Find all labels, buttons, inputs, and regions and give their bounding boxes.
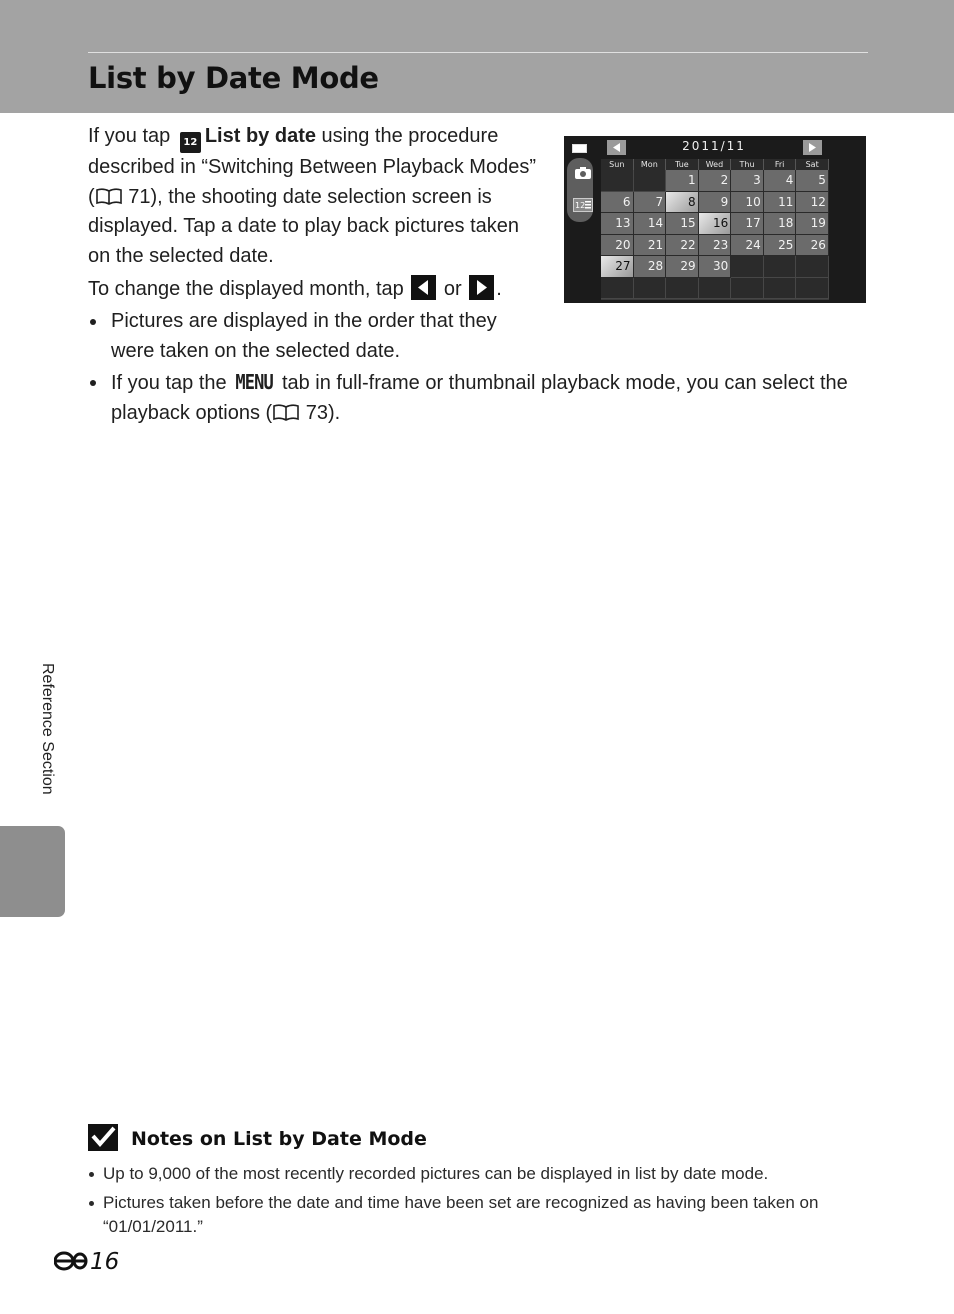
calendar-day-1[interactable]: 1 [666, 170, 699, 192]
intro-bold-term: List by date [204, 125, 316, 147]
list-item [88, 368, 878, 428]
calendar-empty-cell [764, 256, 797, 278]
calendar-day-4[interactable]: 4 [764, 170, 797, 192]
month-change-line [88, 275, 548, 305]
calendar-day-21[interactable]: 21 [634, 235, 667, 257]
calendar-empty-cell [601, 170, 634, 192]
calendar-day-9[interactable]: 9 [699, 192, 732, 214]
calendar-weekday-tue: Tue [666, 159, 699, 170]
check-mark-icon [88, 1124, 118, 1151]
calendar-day-22[interactable]: 22 [666, 235, 699, 257]
month-line-or: or [443, 278, 462, 300]
calendar-day-26[interactable]: 26 [796, 235, 829, 257]
reference-section-icon [54, 1251, 88, 1271]
calendar-weekday-thu: Thu [731, 159, 764, 170]
book-reference-icon [95, 188, 123, 205]
calendar-day-14[interactable]: 14 [634, 213, 667, 235]
calendar-month-title: 2011/11 [682, 139, 746, 153]
page-title: List by Date Mode [88, 61, 379, 95]
calendar-day-30[interactable]: 30 [699, 256, 732, 278]
intro-text-middle: using the procedure described in “Switching Between Playback Modes” ( [88, 125, 536, 208]
calendar-day-10[interactable]: 10 [731, 192, 764, 214]
calendar-day-11[interactable]: 11 [764, 192, 797, 214]
calendar-weekday-mon: Mon [634, 159, 667, 170]
calendar-empty-cell [699, 278, 732, 300]
calendar-day-7[interactable]: 7 [634, 192, 667, 214]
next-month-icon [469, 275, 494, 300]
calendar-empty-cell [634, 278, 667, 300]
calendar-day-24[interactable]: 24 [731, 235, 764, 257]
calendar-day-8[interactable]: 8 [666, 192, 699, 214]
calendar-day-6[interactable]: 6 [601, 192, 634, 214]
header-rule [88, 52, 868, 53]
calendar-day-5[interactable]: 5 [796, 170, 829, 192]
intro-text-start: If you tap [88, 125, 171, 147]
calendar-weekday-fri: Fri [764, 159, 797, 170]
calendar-day-27[interactable]: 27 [601, 256, 634, 278]
page-number [54, 1249, 119, 1275]
intro-text-end: 71), the shooting date selection screen is displayed. Tap a date to play back pictures taken on the selected date. [88, 185, 520, 267]
calendar-empty-cell [764, 278, 797, 300]
calendar-day-12[interactable]: 12 [796, 192, 829, 214]
calendar-empty-cell [796, 256, 829, 278]
calendar-day-15[interactable]: 15 [666, 213, 699, 235]
calendar-day-16[interactable]: 16 [699, 213, 732, 235]
notes-title: Notes on List by Date Mode [131, 1128, 427, 1150]
camera-icon[interactable] [573, 164, 593, 182]
playback-mode-sidebar [567, 158, 593, 222]
calendar-next-arrow[interactable] [803, 140, 822, 155]
calendar-empty-cell [731, 278, 764, 300]
month-line-text: To change the displayed month, tap [88, 278, 404, 300]
list-item: Pictures taken before the date and time have been set are recognized as having been taken on “01/01/2011.” [88, 1191, 858, 1240]
date-list-icon[interactable] [573, 196, 593, 214]
svg-text:12: 12 [575, 201, 586, 210]
prev-month-icon [411, 275, 436, 300]
calendar-empty-cell [666, 278, 699, 300]
list-item: Up to 9,000 of the most recently recorded pictures can be displayed in list by date mode. [88, 1162, 858, 1187]
calendar-weekday-sun: Sun [601, 159, 634, 170]
calendar-day-29[interactable]: 29 [666, 256, 699, 278]
bullet-text: Pictures are displayed in the order that they were taken on the selected date. [111, 310, 497, 362]
list-item [88, 307, 531, 366]
intro-paragraph [88, 122, 538, 271]
calendar-day-19[interactable]: 19 [796, 213, 829, 235]
calendar-grid [601, 159, 829, 300]
calendar-empty-cell [601, 278, 634, 300]
calendar-weekday-wed: Wed [699, 159, 732, 170]
side-section-tab [0, 826, 65, 917]
calendar-day-17[interactable]: 17 [731, 213, 764, 235]
book-reference-icon [272, 404, 300, 421]
bullet-list [88, 307, 878, 428]
page-number-text: 16 [90, 1249, 120, 1275]
calendar-empty-cell [731, 256, 764, 278]
month-line-end: . [496, 278, 502, 300]
menu-icon: MENU [235, 370, 274, 394]
calendar-day-28[interactable]: 28 [634, 256, 667, 278]
calendar-weekday-sat: Sat [796, 159, 829, 170]
notes-list [88, 1162, 858, 1244]
calendar-day-20[interactable]: 20 [601, 235, 634, 257]
calendar-empty-cell [796, 278, 829, 300]
calendar-day-3[interactable]: 3 [731, 170, 764, 192]
bullet-text-end: 73). [305, 401, 341, 424]
calendar-empty-cell [634, 170, 667, 192]
page-header [0, 0, 954, 113]
calendar-day-2[interactable]: 2 [699, 170, 732, 192]
calendar-day-13[interactable]: 13 [601, 213, 634, 235]
battery-icon [572, 144, 587, 153]
bullet-text-start: If you tap the [111, 372, 227, 394]
calendar-day-25[interactable]: 25 [764, 235, 797, 257]
calendar-day-18[interactable]: 18 [764, 213, 797, 235]
bullet-text-middle: tab in full-frame or thumbnail playback mode, you can select the playback options ( [111, 372, 848, 424]
calendar-day-23[interactable]: 23 [699, 235, 732, 257]
side-section-label: Reference Section [39, 663, 56, 795]
list-by-date-icon: 12 [180, 132, 201, 153]
